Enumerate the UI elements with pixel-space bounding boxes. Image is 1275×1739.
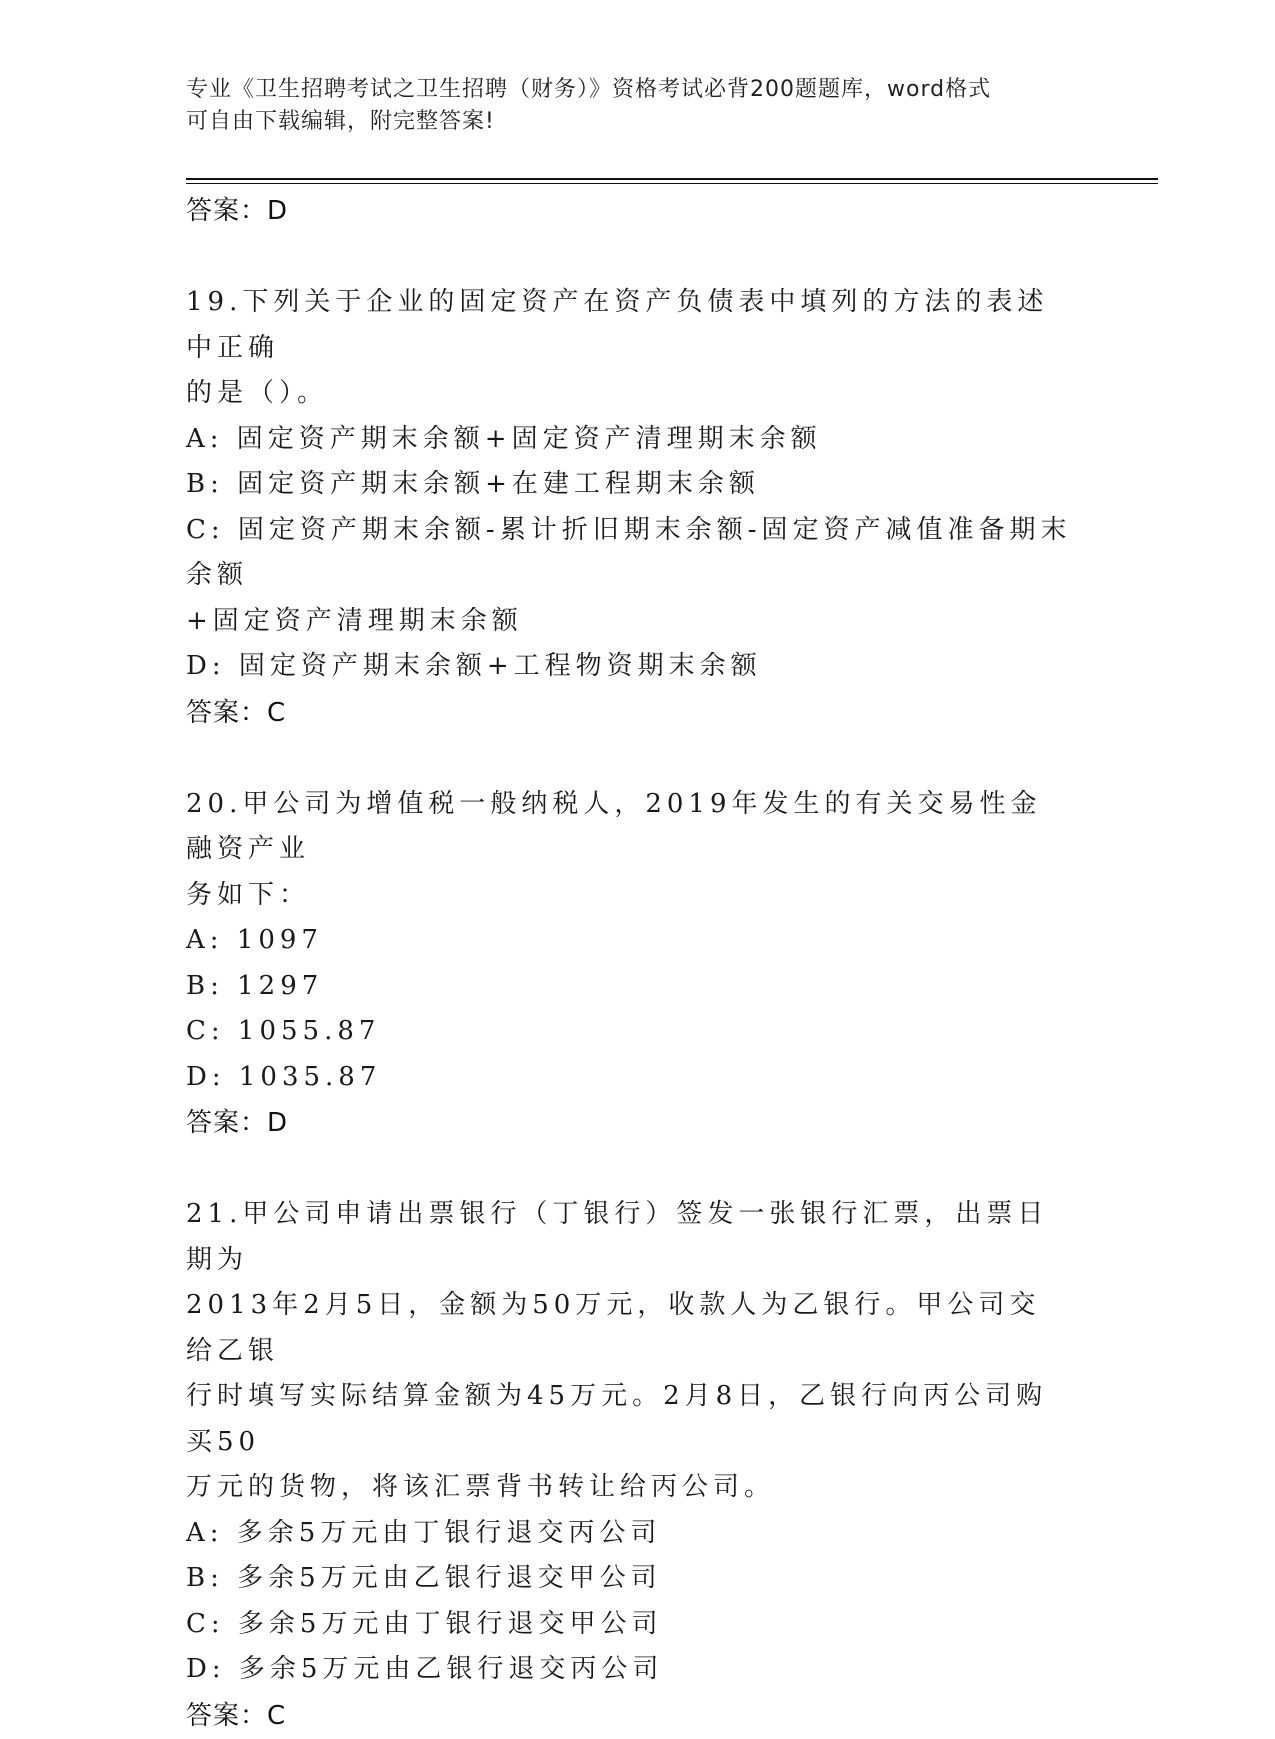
answer: 答案：C xyxy=(186,697,287,728)
answer: 答案：C xyxy=(186,1700,287,1731)
option-c: C: 多余5万元由丁银行退交甲公司 xyxy=(186,1608,663,1639)
option-a: A: 1097 xyxy=(186,925,323,955)
answer: 答案：D xyxy=(186,1108,289,1138)
question-stem-line: 21.甲公司申请出票银行（丁银行）签发一张银行汇票，出票日期为 xyxy=(186,1199,1049,1275)
spacer xyxy=(186,234,1086,280)
option-c: C: 固定资产期末余额-累计折旧期末余额-固定资产减值准备期末余额 xyxy=(186,514,1072,590)
option-b: B: 1297 xyxy=(186,970,324,1001)
option-d: D: 固定资产期末余额+工程物资期末余额 xyxy=(186,651,762,681)
question-stem-line: 19.下列关于企业的固定资产在资产负债表中填列的方法的表述中正确 xyxy=(186,287,1049,363)
question-stem-line: 20.甲公司为增值税一般纳税人，2019年发生的有关交易性金融资产业 xyxy=(186,788,1042,864)
question-stem-line: 的是（）。 xyxy=(186,378,329,408)
option-c-continued: +固定资产清理期末余额 xyxy=(186,605,523,636)
header-line-1: 专业《卫生招聘考试之卫生招聘（财务）》资格考试必背200题题库，word格式 xyxy=(186,77,992,102)
document-header xyxy=(186,74,1066,138)
spacer xyxy=(186,736,1086,782)
option-a: A: 多余5万元由丁银行退交丙公司 xyxy=(186,1517,662,1548)
option-b: B: 固定资产期末余额+在建工程期末余额 xyxy=(186,469,760,499)
header-line-2: 可自由下载编辑，附完整答案! xyxy=(186,109,495,134)
question-21 xyxy=(186,1192,1086,1739)
question-20 xyxy=(186,782,1086,1147)
option-a: A: 固定资产期末余额+固定资产清理期末余额 xyxy=(186,423,822,454)
header-divider-thin xyxy=(186,183,1158,184)
question-stem-line: 万元的货物，将该汇票背书转让给丙公司。 xyxy=(186,1472,776,1502)
previous-answer: 答案：D xyxy=(186,196,289,226)
option-b: B: 多余5万元由乙银行退交甲公司 xyxy=(186,1563,662,1593)
spacer xyxy=(186,1146,1086,1192)
question-stem-line: 2013年2月5日，金额为50万元，收款人为乙银行。甲公司交给乙银 xyxy=(186,1290,1041,1366)
question-stem-line: 务如下： xyxy=(186,879,311,910)
question-19 xyxy=(186,280,1086,736)
document-body xyxy=(186,188,1086,1739)
option-d: D: 1035.87 xyxy=(186,1061,382,1092)
option-c: C: 1055.87 xyxy=(186,1016,381,1046)
option-d: D: 多余5万元由乙银行退交丙公司 xyxy=(186,1654,664,1684)
question-stem-line: 行时填写实际结算金额为45万元。2月8日，乙银行向丙公司购买50 xyxy=(186,1381,1048,1457)
header-divider-thick xyxy=(186,178,1158,180)
